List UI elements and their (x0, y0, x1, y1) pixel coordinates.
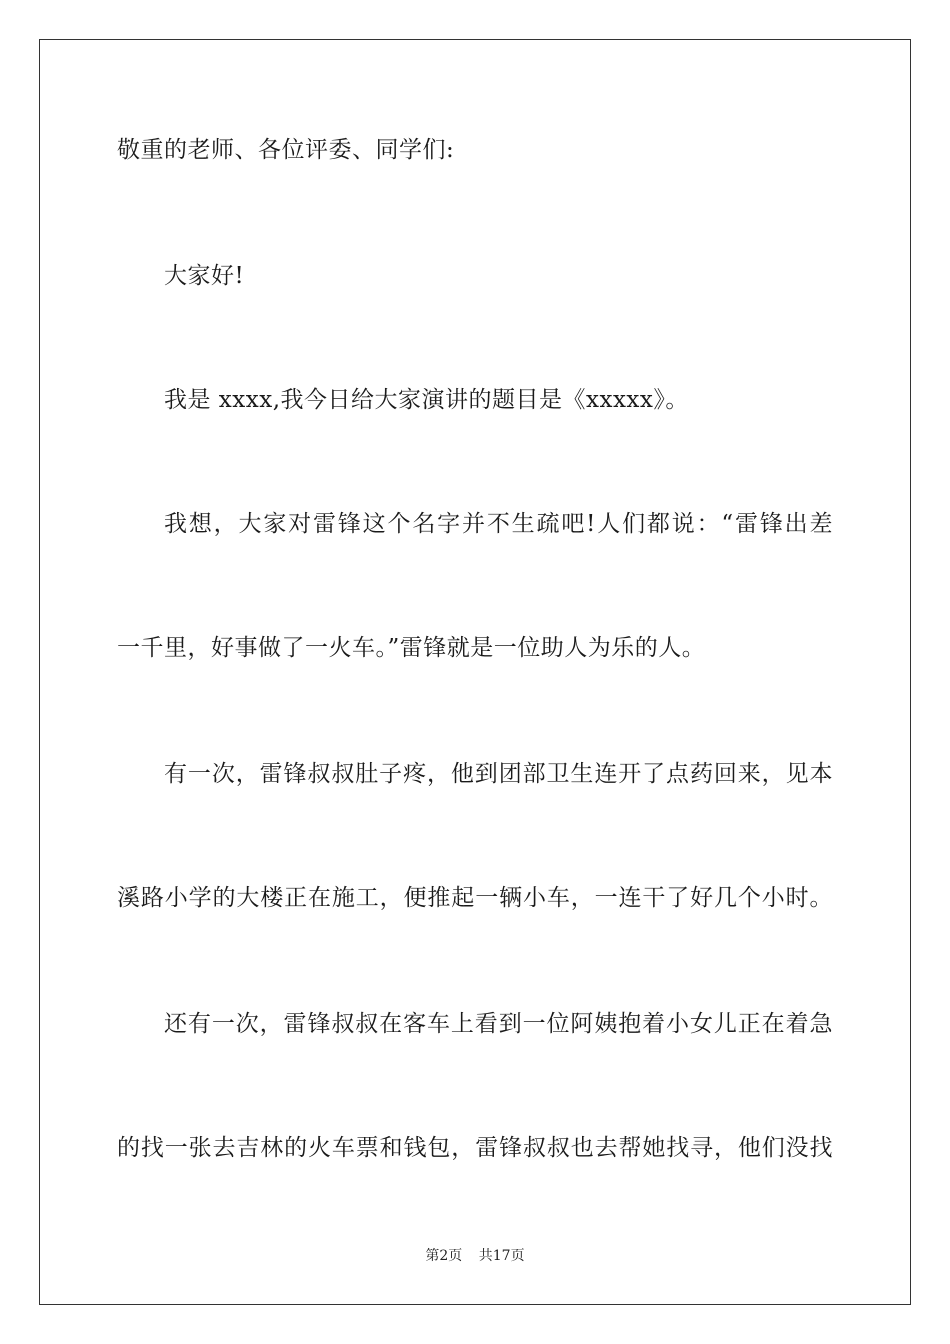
paragraph-line: 溪路小学的大楼正在施工，便推起一辆小车，一连干了好几个小时。 (117, 885, 833, 911)
page-number: 第2页 (425, 1248, 463, 1264)
intro-line: 我是 xxxx,我今日给大家演讲的题目是《xxxxx》。 (164, 387, 689, 413)
paragraph-line: 的找一张去吉林的火车票和钱包，雷锋叔叔也去帮她找寻，他们没找 (117, 1135, 833, 1161)
paragraph-line: 有一次，雷锋叔叔肚子疼，他到团部卫生连开了点药回来，见本 (164, 761, 833, 787)
paragraph-line: 还有一次，雷锋叔叔在客车上看到一位阿姨抱着小女儿正在着急 (164, 1011, 833, 1037)
page-border (39, 39, 911, 1305)
paragraph-line: 我想，大家对雷锋这个名字并不生疏吧!人们都说：“雷锋出差 (164, 511, 833, 537)
page-footer (0, 1246, 950, 1266)
salutation-line: 敬重的老师、各位评委、同学们: (117, 137, 455, 163)
total-pages: 共17页 (478, 1248, 525, 1264)
greeting-line: 大家好! (164, 263, 245, 289)
paragraph-line: 一千里，好事做了一火车。”雷锋就是一位助人为乐的人。 (117, 635, 706, 661)
